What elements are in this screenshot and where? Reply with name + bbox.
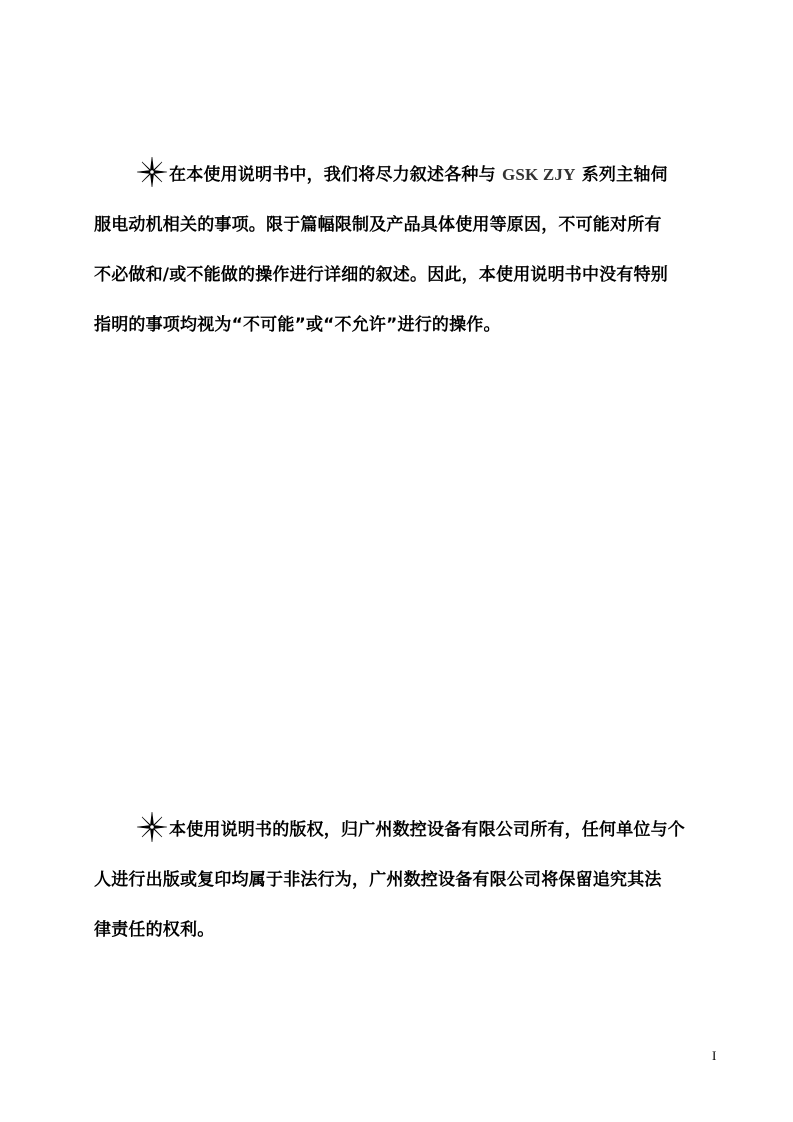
scope-notice-line-3: 不必做和/或不能做的操作进行详细的叙述。因此，本使用说明书中没有特别 [94,265,669,285]
product-name: GSK ZJY [501,165,576,184]
scope-notice-paragraph [94,150,716,350]
scope-notice-line-4: 指明的事项均视为“不可能”或“不允许”进行的操作。 [94,315,501,335]
scope-notice-line-1 [94,150,716,200]
copyright-notice-line-1 [94,805,716,855]
scope-notice-text-end: 系列主轴伺 [581,165,668,185]
scope-notice-line-2: 服电动机相关的事项。限于篇幅限制及产品具体使用等原因，不可能对所有 [94,215,662,235]
copyright-notice-paragraph [94,805,716,955]
copyright-notice-text: 本使用说明书的版权，归广州数控设备有限公司所有，任何单位与个 [169,820,685,840]
copyright-notice-line-3: 律责任的权利。 [94,920,215,940]
compass-star-icon [136,156,168,188]
compass-star-icon [136,811,168,843]
copyright-notice-line-2: 人进行出版或复印均属于非法行为，广州数控设备有限公司将保留追究其法 [94,870,662,890]
scope-notice-text-start: 在本使用说明书中，我们将尽力叙述各种与 [169,165,496,185]
page-number: I [712,1048,717,1063]
